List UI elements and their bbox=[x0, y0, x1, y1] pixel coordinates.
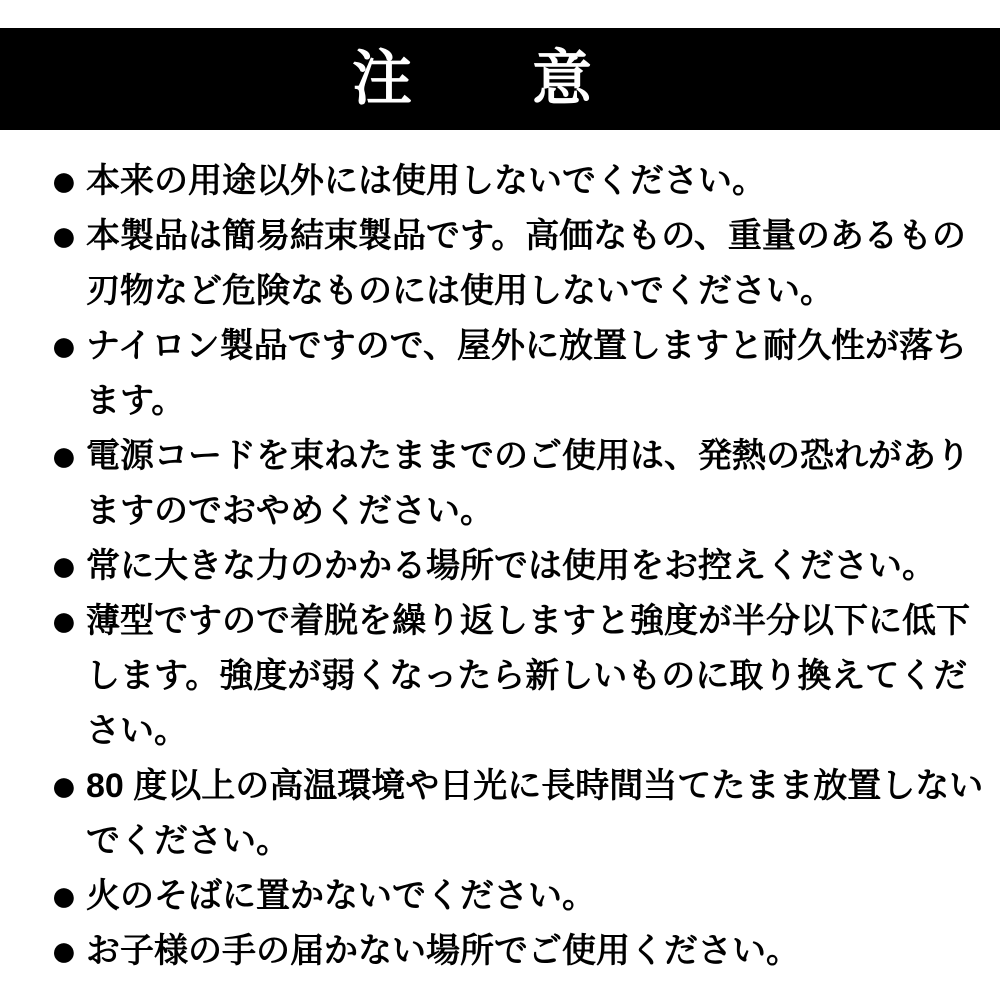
notice-list bbox=[0, 130, 1000, 979]
notice-line: 本製品は簡易結束製品です。高価なもの、重量のあるもの bbox=[86, 217, 966, 255]
notice-line: ナイロン製品ですので、屋外に放置しますと耐久性が落ち bbox=[86, 327, 967, 365]
notice-item: ● 本来の用途以外には使用しないでください。 bbox=[50, 154, 766, 206]
notice-line: お子様の手の届かない場所でご使用ください。 bbox=[86, 932, 800, 970]
notice-item: ● 80 度以上の高温環境や日光に長時間当てたまま放置しない でください。 bbox=[50, 759, 984, 860]
notice-line: ます。 bbox=[86, 382, 186, 420]
caution-notice-page bbox=[0, 28, 1000, 1000]
notice-line: ますのでおやめください。 bbox=[86, 492, 494, 530]
notice-item: ● 常に大きな力のかかる場所では使用をお控えください。 bbox=[50, 539, 936, 591]
notice-line: 刃物など危険なものには使用しないでください。 bbox=[86, 272, 834, 310]
notice-line: でください。 bbox=[86, 822, 290, 860]
caution-title: 注 意 bbox=[352, 45, 592, 112]
notice-item: ● ナイロン製品ですので、屋外に放置しますと耐久性が落ち ます。 bbox=[50, 319, 967, 420]
notice-item: ● 本製品は簡易結束製品です。高価なもの、重量のあるもの 刃物など危険なものには使用しないでください。 bbox=[50, 209, 966, 310]
notice-line: 火のそばに置かないでください。 bbox=[86, 877, 596, 915]
caution-header-bar bbox=[0, 28, 1000, 130]
notice-line: 常に大きな力のかかる場所では使用をお控えください。 bbox=[86, 547, 936, 585]
notice-line: 本来の用途以外には使用しないでください。 bbox=[86, 162, 766, 200]
notice-item: ● 火のそばに置かないでください。 bbox=[50, 869, 596, 921]
notice-line: 電源コードを束ねたままでのご使用は、発熱の恐れがあり bbox=[86, 437, 970, 475]
notice-item: ● 電源コードを束ねたままでのご使用は、発熱の恐れがあり ますのでおやめください。 bbox=[50, 429, 970, 530]
notice-line: 薄型ですので着脱を繰り返しますと強度が半分以下に低下 bbox=[86, 602, 970, 640]
notice-line: さい。 bbox=[86, 712, 188, 750]
notice-line: 80 度以上の高温環境や日光に長時間当てたまま放置しない bbox=[86, 767, 984, 805]
notice-line: します。強度が弱くなったら新しいものに取り換えてくだ bbox=[86, 657, 968, 695]
notice-item: ● お子様の手の届かない場所でご使用ください。 bbox=[50, 924, 800, 976]
notice-item: ● 薄型ですので着脱を繰り返しますと強度が半分以下に低下 します。強度が弱くなったら新しいものに取り換えてくだ さい。 bbox=[50, 594, 970, 750]
